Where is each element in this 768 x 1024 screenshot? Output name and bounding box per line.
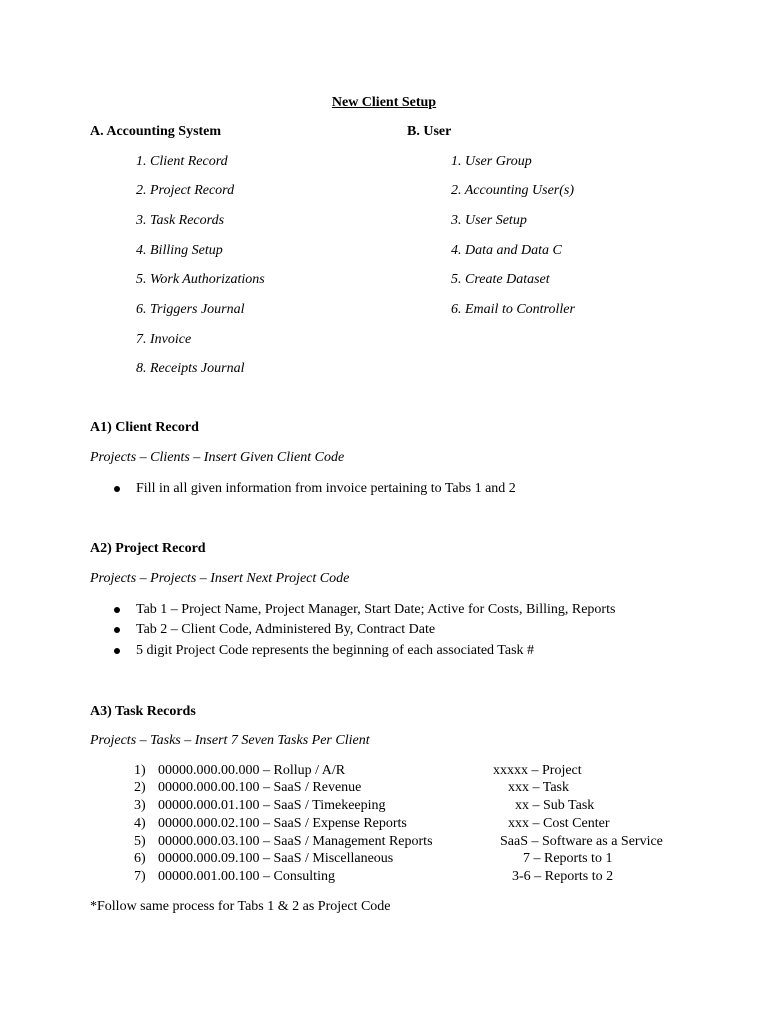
a3-heading: A3) Task Records	[90, 704, 196, 719]
page-title: New Client Setup	[331, 95, 437, 110]
section-b-item: 2. Accounting User(s)	[451, 183, 574, 198]
task-code: 00000.000.01.100 – SaaS / Timekeeping	[158, 798, 386, 813]
section-a-item: 7. Invoice	[136, 332, 192, 347]
section-a-item: 2. Project Record	[136, 183, 235, 198]
section-b-heading: B. User	[407, 124, 452, 139]
section-b-item: 4. Data and Data C	[451, 243, 562, 258]
a2-bullet-text: Tab 2 – Client Code, Administered By, Contract Date	[136, 622, 436, 637]
task-number: 7)	[134, 869, 146, 884]
section-a-item: 5. Work Authorizations	[136, 272, 265, 287]
section-b-item: 3. User Setup	[451, 213, 527, 228]
bullet-icon	[114, 607, 120, 613]
task-code: 00000.000.02.100 – SaaS / Expense Reports	[158, 816, 407, 831]
a1-heading: A1) Client Record	[90, 420, 199, 435]
section-b-item: 5. Create Dataset	[451, 272, 550, 287]
a2-heading: A2) Project Record	[90, 541, 206, 556]
a1-bullet-text: Fill in all given information from invoice pertaining to Tabs 1 and 2	[136, 481, 516, 496]
task-code: 00000.000.03.100 – SaaS / Management Reports	[158, 834, 433, 849]
task-number: 5)	[134, 834, 146, 849]
task-number: 6)	[134, 851, 146, 866]
section-a-item: 3. Task Records	[136, 213, 225, 228]
a2-path: Projects – Projects – Insert Next Project Code	[90, 571, 350, 586]
section-a-item: 6. Triggers Journal	[136, 302, 245, 317]
task-code: 00000.000.00.000 – Rollup / A/R	[158, 763, 346, 778]
bullet-icon	[114, 486, 120, 492]
footnote: *Follow same process for Tabs 1 & 2 as Project Code	[90, 899, 391, 914]
code-legend-item: 3-6 – Reports to 2	[512, 869, 614, 884]
task-code: 00000.000.09.100 – SaaS / Miscellaneous	[158, 851, 394, 866]
code-legend-item: 7 – Reports to 1	[523, 851, 613, 866]
code-legend-item: xxx – Task	[508, 780, 569, 795]
a2-bullet-text: 5 digit Project Code represents the beginning of each associated Task #	[136, 643, 535, 658]
code-legend-item: xxx – Cost Center	[508, 816, 610, 831]
task-number: 1)	[134, 763, 146, 778]
bullet-icon	[114, 627, 120, 633]
section-b-item: 6. Email to Controller	[451, 302, 575, 317]
section-a-item: 8. Receipts Journal	[136, 361, 245, 376]
code-legend-item: SaaS – Software as a Service	[500, 834, 663, 849]
task-number: 3)	[134, 798, 146, 813]
a2-bullet-text: Tab 1 – Project Name, Project Manager, Start Date; Active for Costs, Billing, Reports	[136, 602, 616, 617]
a3-path: Projects – Tasks – Insert 7 Seven Tasks Per Client	[90, 733, 370, 748]
code-legend-item: xxxxx – Project	[493, 763, 582, 778]
section-a-heading: A. Accounting System	[90, 124, 222, 139]
task-code: 00000.000.00.100 – SaaS / Revenue	[158, 780, 362, 795]
task-number: 2)	[134, 780, 146, 795]
task-code: 00000.001.00.100 – Consulting	[158, 869, 335, 884]
code-legend-item: xx – Sub Task	[515, 798, 595, 813]
bullet-icon	[114, 648, 120, 654]
section-a-item: 1. Client Record	[136, 154, 228, 169]
section-b-item: 1. User Group	[451, 154, 532, 169]
section-a-item: 4. Billing Setup	[136, 243, 223, 258]
a1-path: Projects – Clients – Insert Given Client Code	[90, 450, 345, 465]
task-number: 4)	[134, 816, 146, 831]
